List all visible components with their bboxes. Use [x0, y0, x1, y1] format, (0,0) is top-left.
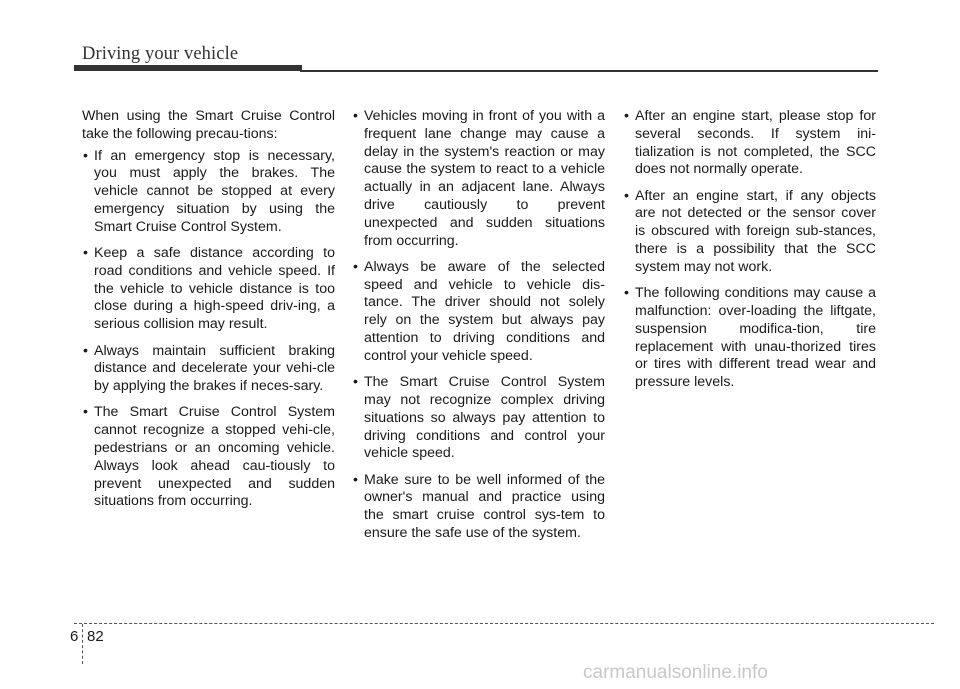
- intro-paragraph: When using the Smart Cruise Control take the following precau-tions:: [82, 108, 335, 142]
- bullet-icon: •: [353, 258, 358, 275]
- text-column-3: [623, 108, 876, 400]
- bullet-list: [623, 108, 876, 392]
- bullet-icon: •: [83, 245, 88, 262]
- bullet-icon: •: [353, 471, 358, 488]
- bullet-list: [82, 148, 335, 512]
- list-item-text: Make sure to be well informed of the owner's manual and practice using the smart cruise control sys-tem to ensure the safe use of the system.: [364, 471, 605, 542]
- bullet-icon: •: [353, 108, 358, 124]
- list-item: [623, 108, 876, 179]
- list-item: [623, 188, 876, 277]
- footer-divider: [82, 624, 83, 664]
- list-item: [352, 472, 605, 543]
- bullet-icon: •: [624, 108, 629, 124]
- footer-rule: [74, 623, 934, 624]
- list-item-text: The Smart Cruise Control System may not recognize complex driving situations so always pay attention to driving conditions and control your vehicle speed.: [364, 374, 605, 462]
- list-item-text: Always maintain sufficient braking distance and decelerate your vehi-cle by applying the brakes if neces-sary.: [94, 342, 335, 395]
- bullet-list: [352, 108, 605, 543]
- list-item: [352, 259, 605, 366]
- list-item-text: After an engine start, if any objects are not detected or the sensor cover is obscured with foreign sub-stances, there is a possibility that the SCC system may not work.: [635, 187, 876, 275]
- list-item: [82, 404, 335, 511]
- list-item: [623, 285, 876, 392]
- text-column-1: [82, 108, 335, 520]
- list-item: [82, 148, 335, 237]
- watermark-text: carmanualsonline.info: [583, 662, 768, 683]
- list-item-text: Keep a safe distance according to road conditions and vehicle speed. If the vehicle to vehicle distance is too close during a high-speed driv-ing, a serious collision may result.: [94, 245, 335, 333]
- chapter-number: 6: [70, 628, 79, 645]
- bullet-icon: •: [353, 374, 358, 391]
- header-bar: [74, 65, 302, 71]
- text-column-2: [352, 108, 605, 551]
- section-title: Driving your vehicle: [82, 44, 239, 64]
- list-item-text: Vehicles moving in front of you with a frequent lane change may cause a delay in the system's reaction or may cause the system to react to a vehicle actually in an adjacent lane. Always drive cautiously to prevent unexpected and sudden situations from occurring.: [364, 108, 605, 249]
- list-item-text: The following conditions may cause a malfunction: over-loading the liftgate, suspension modifica-tion, tire replacement with unau-thorized tires or tires with different tread wear and pressure levels.: [635, 285, 876, 391]
- bullet-icon: •: [624, 285, 629, 302]
- list-item: [82, 343, 335, 396]
- list-item-text: The Smart Cruise Control System cannot recognize a stopped vehi-cle, pedestrians or an oncoming vehicle. Always look ahead cau-tiously to prevent unexpected and sudden situations from occurring.: [94, 404, 335, 510]
- list-item: [352, 108, 605, 250]
- list-item: [82, 245, 335, 334]
- list-item: [352, 374, 605, 463]
- list-item-text: If an emergency stop is necessary, you must apply the brakes. The vehicle cannot be stopped at every emergency situation by using the Smart Cruise Control System.: [94, 147, 335, 235]
- page-number: 82: [87, 628, 104, 645]
- bullet-icon: •: [83, 147, 88, 164]
- bullet-icon: •: [624, 187, 629, 204]
- header-rule: [300, 70, 878, 72]
- list-item-text: After an engine start, please stop for several seconds. If system ini-tialization is not completed, the SCC does not normally operate.: [635, 108, 876, 178]
- bullet-icon: •: [83, 404, 88, 421]
- bullet-icon: •: [83, 342, 88, 359]
- list-item-text: Always be aware of the selected speed and vehicle to vehicle dis-tance. The driver should not solely rely on the system but always pay attention to driving conditions and control your vehicle speed.: [364, 258, 605, 364]
